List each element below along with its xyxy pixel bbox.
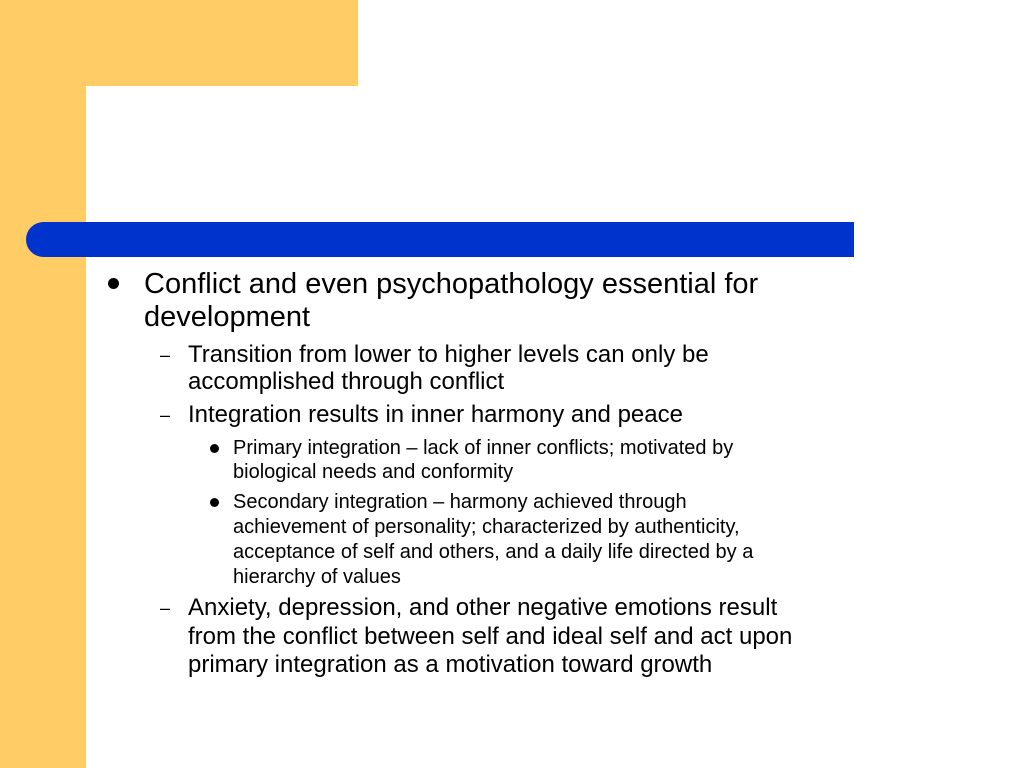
bullet-text: development <box>144 301 311 333</box>
sub-bullet-text: Transition from lower to higher levels can only be <box>188 341 709 368</box>
dash-bullet-icon: – <box>160 598 171 618</box>
sub-sub-bullet-text: hierarchy of values <box>233 566 401 588</box>
sub-sub-bullet-text: Secondary integration – harmony achieved through <box>233 491 687 513</box>
bullet-dot-icon <box>108 278 119 289</box>
sub-bullet-text: Integration results in inner harmony and peace <box>188 401 683 428</box>
sub-bullet-text: primary integration as a motivation toward growth <box>188 651 713 678</box>
dash-bullet-icon: – <box>160 405 171 425</box>
dash-bullet-icon: – <box>160 345 171 365</box>
sub-sub-bullet-text: biological needs and conformity <box>233 461 514 483</box>
sub-sub-bullet-text: achievement of personality; characterized by authenticity, <box>233 516 740 538</box>
sub-sub-bullet-text: Primary integration – lack of inner conflicts; motivated by <box>233 437 734 459</box>
bullet-dot-icon <box>210 444 219 453</box>
bullet-dot-icon <box>210 498 219 507</box>
sub-bullet-text: Anxiety, depression, and other negative emotions result <box>188 594 778 621</box>
sub-bullet-text: from the conflict between self and ideal self and act upon <box>188 623 793 650</box>
sub-sub-bullet-text: acceptance of self and others, and a daily life directed by a <box>233 541 754 563</box>
sub-bullet-text: accomplished through conflict <box>188 368 505 395</box>
bullet-text: Conflict and even psychopathology essential for <box>144 268 759 300</box>
